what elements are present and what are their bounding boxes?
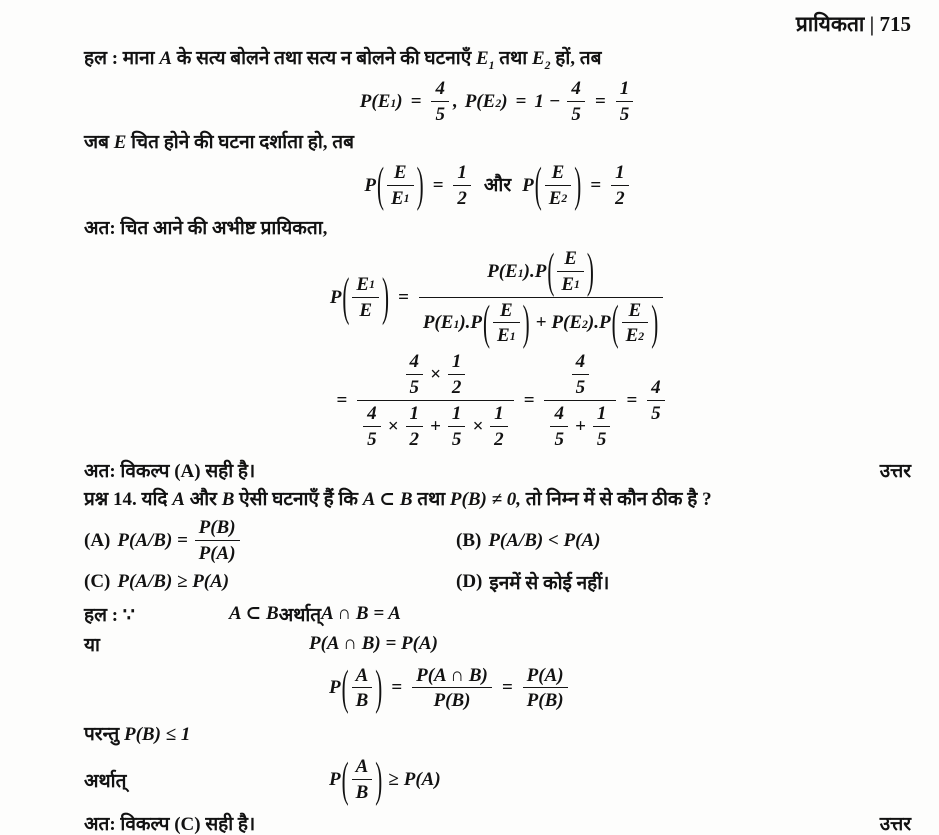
fraction-numerator: 4 bbox=[575, 351, 586, 373]
math-term bbox=[465, 91, 508, 113]
math-subscript: 1 bbox=[390, 96, 397, 110]
text-run: चित होने की घटना दर्शाता हो, तब bbox=[126, 131, 354, 153]
fraction-denominator: 5 bbox=[567, 101, 585, 126]
fraction-denominator: B bbox=[352, 779, 373, 804]
fraction-denominator: 5 bbox=[593, 426, 611, 451]
fraction bbox=[622, 300, 649, 348]
math-subscript: 1 bbox=[574, 277, 580, 291]
fraction bbox=[493, 300, 520, 348]
math-text: ) bbox=[459, 312, 466, 334]
fraction-numerator bbox=[357, 351, 513, 400]
option-c bbox=[84, 571, 456, 593]
operator-equals: = bbox=[515, 90, 527, 112]
fraction bbox=[352, 665, 373, 713]
fraction bbox=[611, 162, 629, 210]
big-paren-left: ( bbox=[547, 242, 555, 299]
fraction-numerator: E bbox=[393, 161, 407, 183]
math-term: A ⊂ B bbox=[362, 488, 413, 510]
fraction-numerator: 1 bbox=[615, 161, 625, 183]
option-label: (B) bbox=[456, 529, 482, 551]
dot-operator: . bbox=[594, 312, 599, 334]
math-subscript: 2 bbox=[582, 318, 588, 332]
fraction-denominator bbox=[419, 294, 663, 350]
fraction bbox=[557, 248, 584, 296]
dot-operator: . bbox=[465, 312, 471, 334]
option-b bbox=[456, 530, 911, 552]
math-text: P(E bbox=[422, 312, 454, 334]
fraction bbox=[195, 517, 240, 565]
math-text: ) bbox=[396, 90, 403, 112]
fraction-numerator: 1 bbox=[451, 402, 462, 424]
big-paren-right: ) bbox=[522, 294, 530, 350]
solution14-conclusion-equation bbox=[84, 751, 911, 807]
text-run: के सत्य बोलने तथा सत्य न बोलने की घटनाएँ bbox=[172, 48, 476, 69]
fraction-numerator: P(A) bbox=[526, 664, 564, 686]
math-text: P(E bbox=[487, 260, 518, 282]
fraction-numerator: 4 bbox=[554, 402, 564, 424]
fraction bbox=[352, 756, 373, 804]
option-a bbox=[84, 517, 456, 565]
text-run: हों, तब bbox=[550, 48, 602, 69]
text-run: तथा bbox=[494, 48, 532, 69]
uttar-label: उत्तर bbox=[879, 460, 911, 482]
fraction-numerator: 1 bbox=[596, 402, 607, 424]
operator-times: × bbox=[472, 415, 484, 437]
fraction bbox=[352, 274, 379, 322]
fraction bbox=[550, 403, 568, 451]
operator-equals: = bbox=[523, 390, 535, 411]
math-text: P(E bbox=[551, 312, 583, 334]
math-term: P(A/B) < P(A) bbox=[488, 529, 601, 551]
math-term: E bbox=[625, 325, 639, 347]
text-run: इनमें से कोई नहीं। bbox=[489, 572, 610, 594]
step-content bbox=[329, 751, 441, 807]
big-paren-right: ) bbox=[375, 659, 383, 715]
fraction-numerator: 1 bbox=[451, 351, 462, 373]
math-term: P(B) ≤ 1 bbox=[124, 724, 191, 746]
math-term: E bbox=[356, 273, 370, 295]
big-paren-left: ( bbox=[611, 294, 619, 350]
math-term: A ∩ B = A bbox=[321, 602, 401, 624]
option-label: (C) bbox=[84, 570, 111, 592]
dot-operator: . bbox=[529, 260, 535, 282]
fraction bbox=[453, 162, 471, 210]
math-subscript: 1 bbox=[488, 58, 495, 72]
option-label: (D) bbox=[456, 570, 483, 592]
math-text: P(E bbox=[359, 90, 391, 112]
option-label: (A) bbox=[84, 529, 111, 551]
fraction-numerator: 4 bbox=[435, 78, 445, 100]
math-term: E bbox=[475, 48, 489, 69]
text-run: प्रश्न 14. यदि bbox=[84, 488, 173, 510]
solution14-constraint-line bbox=[84, 722, 911, 748]
fraction-numerator bbox=[419, 242, 663, 299]
page-title: प्रायिकता | 715 bbox=[795, 12, 911, 36]
math-term: A bbox=[172, 488, 185, 510]
math-term: A ⊂ B bbox=[229, 603, 279, 625]
operator-equals: = bbox=[391, 677, 403, 699]
solution13-when-line bbox=[84, 130, 911, 156]
comma: , bbox=[452, 90, 458, 112]
fraction bbox=[545, 162, 572, 210]
fraction-numerator: E bbox=[564, 247, 577, 269]
math-subscript: 1 bbox=[517, 266, 524, 280]
fraction bbox=[523, 665, 568, 713]
operator-plus: + bbox=[430, 415, 441, 437]
fraction bbox=[406, 351, 424, 399]
fraction bbox=[412, 665, 492, 713]
big-paren-right: ) bbox=[574, 157, 582, 213]
fraction-denominator: 2 bbox=[406, 426, 424, 451]
math-text: P bbox=[534, 260, 547, 282]
big-paren-right: ) bbox=[586, 242, 594, 299]
operator-equals: = bbox=[590, 174, 602, 196]
numeric-evaluation-equation bbox=[84, 351, 911, 450]
math-term: P bbox=[364, 174, 376, 196]
answer-text: अत: विकल्प (C) सही है। bbox=[84, 814, 256, 835]
big-paren-right: ) bbox=[416, 157, 424, 213]
fraction bbox=[448, 403, 466, 451]
equation-priors bbox=[84, 78, 911, 126]
fraction bbox=[567, 78, 585, 126]
fraction-numerator: 4 bbox=[651, 377, 661, 399]
fraction-numerator bbox=[544, 351, 616, 400]
solution14-step1 bbox=[84, 601, 911, 627]
operator-equals: = bbox=[336, 390, 348, 411]
solution-label: हल : ∵ bbox=[84, 604, 135, 626]
operator-times: × bbox=[387, 415, 399, 437]
uttar-label: उत्तर bbox=[879, 814, 911, 835]
fraction-denominator: 2 bbox=[611, 185, 629, 210]
fraction-denominator: 5 bbox=[616, 101, 634, 126]
solution14-answer-row bbox=[84, 810, 911, 835]
fraction-denominator: 2 bbox=[490, 426, 508, 451]
fraction-denominator: B bbox=[352, 687, 373, 712]
fraction-denominator: 5 bbox=[550, 426, 568, 451]
fraction-denominator bbox=[622, 322, 649, 347]
math-term: A bbox=[159, 48, 172, 69]
math-term: E bbox=[390, 187, 404, 209]
fraction bbox=[363, 403, 381, 451]
math-text: ) bbox=[523, 260, 530, 282]
ya-label: या bbox=[84, 634, 100, 656]
fraction-denominator: P(A) bbox=[195, 540, 240, 565]
fraction bbox=[647, 377, 665, 425]
math-subscript: 2 bbox=[638, 329, 645, 343]
fraction-numerator bbox=[352, 274, 379, 297]
fraction-numerator: E bbox=[499, 299, 513, 321]
page-header bbox=[84, 10, 911, 38]
options-grid bbox=[84, 517, 911, 595]
operator-equals: = bbox=[410, 90, 422, 112]
fraction bbox=[448, 351, 466, 399]
math-term: P(B) ≠ 0, bbox=[449, 488, 522, 510]
math-subscript: 2 bbox=[495, 96, 502, 110]
text-run: और bbox=[184, 488, 222, 510]
fraction-denominator: P(B) bbox=[412, 687, 492, 712]
fraction-numerator: P(A ∩ B) bbox=[416, 664, 488, 686]
operator-plus: + bbox=[535, 312, 547, 334]
solution13-intro-line bbox=[84, 46, 911, 74]
question-14-heading bbox=[84, 487, 911, 513]
big-paren-right: ) bbox=[375, 751, 383, 807]
step-content bbox=[329, 659, 570, 715]
fraction bbox=[406, 403, 424, 451]
operator-equals: = bbox=[626, 390, 638, 411]
math-term: P bbox=[329, 769, 341, 791]
math-term: E bbox=[561, 273, 574, 295]
fraction-numerator: 1 bbox=[457, 161, 467, 183]
step-content bbox=[229, 601, 401, 627]
text-run: तथा bbox=[412, 488, 450, 510]
main-fraction bbox=[357, 351, 513, 450]
math-text: ) bbox=[501, 90, 508, 112]
math-term: P bbox=[329, 286, 342, 308]
fraction-numerator: E bbox=[551, 161, 565, 183]
math-subscript: 2 bbox=[544, 58, 551, 72]
big-paren-left: ( bbox=[341, 659, 349, 715]
fraction-denominator bbox=[357, 400, 513, 451]
math-text: 1 bbox=[534, 90, 544, 112]
math-term: E bbox=[113, 131, 127, 153]
math-text: P bbox=[599, 312, 611, 334]
fraction bbox=[593, 403, 611, 451]
fraction-denominator bbox=[545, 185, 572, 210]
fraction bbox=[616, 78, 634, 126]
fraction bbox=[431, 78, 449, 126]
fraction-denominator: 5 bbox=[431, 101, 449, 126]
big-paren-left: ( bbox=[342, 266, 350, 327]
bayes-theorem-equation bbox=[84, 242, 911, 350]
big-paren-left: ( bbox=[534, 157, 542, 213]
fraction-denominator bbox=[387, 185, 414, 210]
math-subscript: 2 bbox=[561, 191, 568, 205]
math-term: P(A/B) ≥ P(A) bbox=[117, 570, 230, 592]
math-subscript: 1 bbox=[403, 191, 410, 205]
fraction-denominator: 2 bbox=[448, 374, 466, 399]
fraction-denominator: 5 bbox=[572, 374, 590, 399]
option-d bbox=[456, 569, 911, 595]
solution14-step2 bbox=[84, 631, 911, 657]
fraction-denominator: 2 bbox=[453, 185, 471, 210]
arthat-label: अर्थात् bbox=[84, 771, 127, 793]
math-term: E bbox=[531, 48, 545, 69]
main-fraction bbox=[544, 351, 616, 450]
fraction-numerator: P(B) bbox=[198, 516, 236, 538]
fraction-numerator: 4 bbox=[367, 402, 377, 424]
math-term: B bbox=[221, 488, 235, 510]
fraction-denominator: 5 bbox=[363, 426, 381, 451]
operator-plus: + bbox=[574, 415, 586, 437]
fraction bbox=[387, 162, 414, 210]
math-term: E bbox=[548, 187, 562, 209]
fraction-denominator: 5 bbox=[406, 374, 424, 399]
text-run: जब bbox=[84, 131, 114, 153]
solution13-hence-line bbox=[84, 216, 911, 242]
math-term: P bbox=[329, 677, 341, 699]
math-term bbox=[360, 91, 403, 113]
fraction bbox=[572, 351, 590, 399]
fraction-denominator: 5 bbox=[448, 426, 466, 451]
math-term: E bbox=[497, 325, 510, 347]
text-run: ऐसी घटनाएँ हैं कि bbox=[234, 488, 363, 510]
fraction-numerator: 1 bbox=[494, 402, 504, 424]
text-run: तो निम्न में से कौन ठीक है ? bbox=[521, 488, 712, 510]
fraction-denominator: E bbox=[352, 297, 379, 322]
math-term bbox=[423, 312, 482, 334]
fraction-numerator: A bbox=[355, 756, 369, 778]
math-term bbox=[551, 312, 610, 334]
solution14-main-equation bbox=[84, 659, 911, 715]
operator-times: × bbox=[430, 364, 441, 386]
big-paren-right: ) bbox=[382, 266, 389, 327]
fraction-denominator bbox=[544, 400, 616, 451]
text-run: और bbox=[483, 174, 512, 196]
main-fraction bbox=[419, 242, 663, 350]
math-term: P(A) bbox=[403, 769, 441, 791]
operator-equals: = bbox=[501, 677, 513, 699]
operator-minus: − bbox=[548, 90, 561, 112]
math-subscript: 1 bbox=[369, 277, 375, 291]
big-paren-left: ( bbox=[483, 294, 491, 350]
math-text: ) bbox=[587, 312, 595, 334]
operator-equals: = bbox=[432, 174, 444, 196]
fraction-numerator: E bbox=[628, 299, 642, 321]
text-run: अर्थात् bbox=[278, 604, 322, 626]
math-term: P bbox=[522, 174, 534, 196]
text-run: हल : माना bbox=[84, 48, 160, 69]
equation-likelihoods bbox=[84, 157, 911, 213]
math-term: P(A ∩ B) = P(A) bbox=[309, 632, 438, 654]
math-subscript: 1 bbox=[453, 318, 460, 332]
fraction-numerator: 4 bbox=[571, 78, 581, 100]
fraction-denominator: 5 bbox=[647, 400, 665, 425]
fraction-denominator bbox=[557, 271, 584, 296]
fraction-numerator: 1 bbox=[409, 402, 419, 424]
big-paren-right: ) bbox=[651, 294, 659, 350]
fraction-numerator: 1 bbox=[619, 78, 630, 100]
big-paren-left: ( bbox=[376, 157, 384, 213]
big-paren-left: ( bbox=[341, 751, 349, 807]
solution13-answer-row bbox=[84, 457, 911, 483]
text-run: परन्तु bbox=[84, 724, 124, 746]
math-text: P(E bbox=[464, 90, 496, 112]
math-term: P(A/B) = bbox=[117, 529, 193, 551]
answer-text: अत: विकल्प (A) सही है। bbox=[84, 460, 256, 482]
math-term bbox=[534, 91, 565, 113]
fraction bbox=[490, 403, 508, 451]
text-run: अत: चित आने की अभीष्ट प्रायिकता, bbox=[84, 217, 328, 239]
operator-equals: = bbox=[398, 286, 409, 308]
fraction-numerator: 4 bbox=[409, 351, 419, 373]
math-subscript: 1 bbox=[509, 329, 516, 343]
operator-geq: ≥ bbox=[388, 769, 399, 791]
fraction-denominator bbox=[493, 322, 520, 347]
step-content bbox=[309, 633, 438, 655]
operator-equals: = bbox=[594, 90, 606, 112]
math-text: P bbox=[470, 312, 483, 334]
fraction-numerator: A bbox=[355, 664, 369, 686]
math-term bbox=[487, 261, 546, 283]
fraction-denominator: P(B) bbox=[523, 687, 568, 712]
